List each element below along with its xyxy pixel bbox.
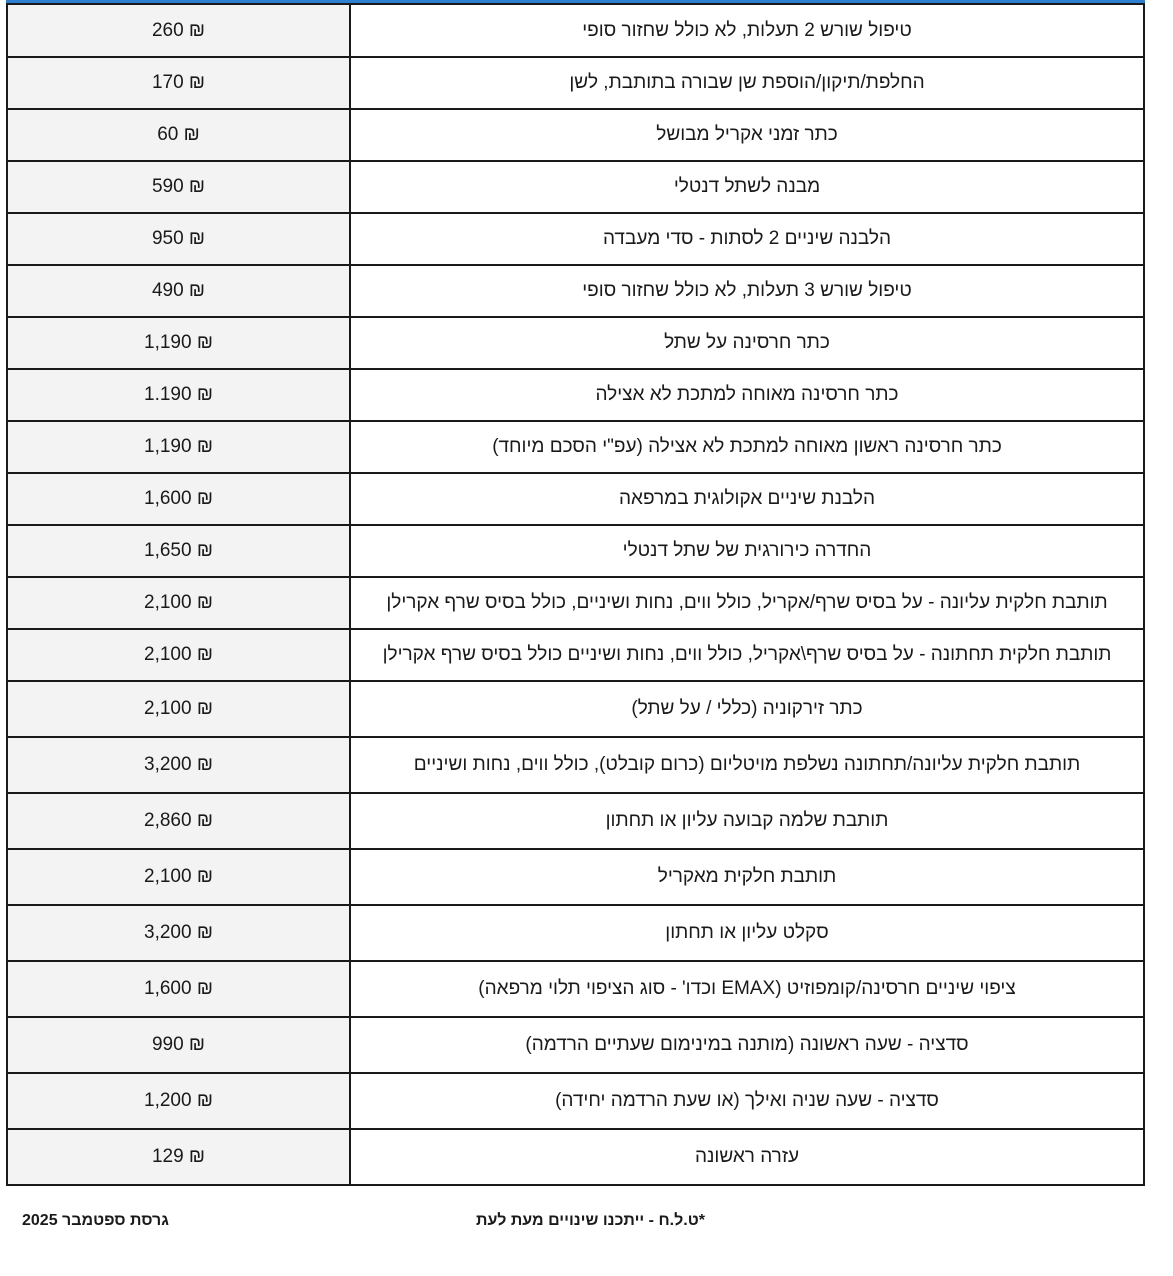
treatment-description: תותבת חלקית תחתונה - על בסיס שרף\אקריל, כולל ווים, נחות ושיניים כולל בסיס שרף אקרילן (350, 629, 1144, 681)
treatment-description: הלבנת שיניים אקולוגית במרפאה (350, 473, 1144, 525)
price-value: 3,200 ₪ (144, 754, 213, 775)
table-row (7, 905, 1144, 961)
table-row (7, 1129, 1144, 1185)
table-row (7, 161, 1144, 213)
price-cell (7, 793, 350, 849)
price-cell (7, 629, 350, 681)
price-cell (7, 161, 350, 213)
treatment-description: תותבת חלקית עליונה - על בסיס שרף/אקריל, כולל ווים, נחות ושיניים, כולל בסיס שרף אקרילן (350, 577, 1144, 629)
price-value: 950 ₪ (151, 228, 206, 249)
price-cell (7, 57, 350, 109)
price-cell (7, 421, 350, 473)
price-value: 1,190 ₪ (144, 332, 213, 353)
table-row (7, 629, 1144, 681)
table-row (7, 577, 1144, 629)
treatment-description: כתר זירקוניה (כללי / על שתל) (350, 681, 1144, 737)
treatment-description: תותבת שלמה קבועה עליון או תחתון (350, 793, 1144, 849)
table-row (7, 4, 1144, 57)
price-value: 2,100 ₪ (144, 644, 213, 665)
price-value: 3,200 ₪ (144, 922, 213, 943)
treatment-description: עזרה ראשונה (350, 1129, 1144, 1185)
price-cell (7, 849, 350, 905)
price-value: 2,860 ₪ (144, 810, 213, 831)
price-cell (7, 369, 350, 421)
price-value: 1,600 ₪ (144, 978, 213, 999)
table-row (7, 317, 1144, 369)
table-row (7, 213, 1144, 265)
price-value: 490 ₪ (151, 280, 206, 301)
table-row (7, 681, 1144, 737)
table-row (7, 849, 1144, 905)
price-value: 170 ₪ (151, 72, 206, 93)
price-list-body (7, 4, 1144, 1185)
treatment-description: החדרה כירורגית של שתל דנטלי (350, 525, 1144, 577)
price-cell (7, 317, 350, 369)
price-value: 990 ₪ (151, 1034, 206, 1055)
price-cell (7, 681, 350, 737)
treatment-description: תותבת חלקית עליונה/תחתונה נשלפת מויטליום (כרום קובלט), כולל ווים, נחות ושיניים (350, 737, 1144, 793)
price-value: 2,100 ₪ (144, 592, 213, 613)
price-value: 1,190 ₪ (144, 436, 213, 457)
table-row (7, 961, 1144, 1017)
price-cell (7, 265, 350, 317)
table-row (7, 1017, 1144, 1073)
price-list-table (6, 3, 1145, 1186)
price-cell (7, 737, 350, 793)
price-value: 1,650 ₪ (144, 540, 213, 561)
treatment-description: כתר חרסינה ראשון מאוחה למתכת לא אצילה (עפ"י הסכם מיוחד) (350, 421, 1144, 473)
price-cell (7, 525, 350, 577)
treatment-description: מבנה לשתל דנטלי (350, 161, 1144, 213)
price-value: 590 ₪ (151, 176, 206, 197)
treatment-description: סדציה - שעה שניה ואילך (או שעת הרדמה יחידה) (350, 1073, 1144, 1129)
treatment-description: סדציה - שעה ראשונה (מותנה במינימום שעתיים הרדמה) (350, 1017, 1144, 1073)
table-row (7, 473, 1144, 525)
price-cell (7, 1129, 350, 1185)
treatment-description: כתר חרסינה מאוחה למתכת לא אצילה (350, 369, 1144, 421)
table-row (7, 1073, 1144, 1129)
treatment-description: כתר חרסינה על שתל (350, 317, 1144, 369)
price-value: 1.190 ₪ (144, 384, 213, 405)
price-value: 129 ₪ (151, 1146, 206, 1167)
price-cell (7, 1017, 350, 1073)
table-row (7, 421, 1144, 473)
treatment-description: טיפול שורש 3 תעלות, לא כולל שחזור סופי (350, 265, 1144, 317)
price-value: 1,200 ₪ (144, 1090, 213, 1111)
price-cell (7, 905, 350, 961)
price-value: 2,100 ₪ (144, 698, 213, 719)
version-label: גרסת ספטמבר 2025 (22, 1212, 169, 1229)
treatment-description: ציפוי שיניים חרסינה/קומפוזיט (EMAX וכדו' - סוג הציפוי תלוי מרפאה) (350, 961, 1144, 1017)
price-value: 1,600 ₪ (144, 488, 213, 509)
treatment-description: כתר זמני אקריל מבושל (350, 109, 1144, 161)
treatment-description: סקלט עליון או תחתון (350, 905, 1144, 961)
treatment-description: הלבנה שיניים 2 לסתות - סדי מעבדה (350, 213, 1144, 265)
disclaimer-note: *ט.ל.ח - ייתכנו שינויים מעת לעת (476, 1212, 705, 1229)
price-cell (7, 213, 350, 265)
treatment-description: החלפת/תיקון/הוספת שן שבורה בתותבת, לשן (350, 57, 1144, 109)
treatment-description: תותבת חלקית מאקריל (350, 849, 1144, 905)
table-row (7, 793, 1144, 849)
price-cell (7, 109, 350, 161)
price-cell (7, 1073, 350, 1129)
price-value: 60 ₪ (157, 124, 200, 145)
table-row (7, 737, 1144, 793)
table-row (7, 57, 1144, 109)
price-value: 2,100 ₪ (144, 866, 213, 887)
table-row (7, 265, 1144, 317)
table-row (7, 109, 1144, 161)
treatment-description: טיפול שורש 2 תעלות, לא כולל שחזור סופי (350, 4, 1144, 57)
table-row (7, 525, 1144, 577)
price-cell (7, 961, 350, 1017)
price-cell (7, 473, 350, 525)
price-cell (7, 4, 350, 57)
table-row (7, 369, 1144, 421)
price-cell (7, 577, 350, 629)
price-value: 260 ₪ (151, 19, 206, 41)
